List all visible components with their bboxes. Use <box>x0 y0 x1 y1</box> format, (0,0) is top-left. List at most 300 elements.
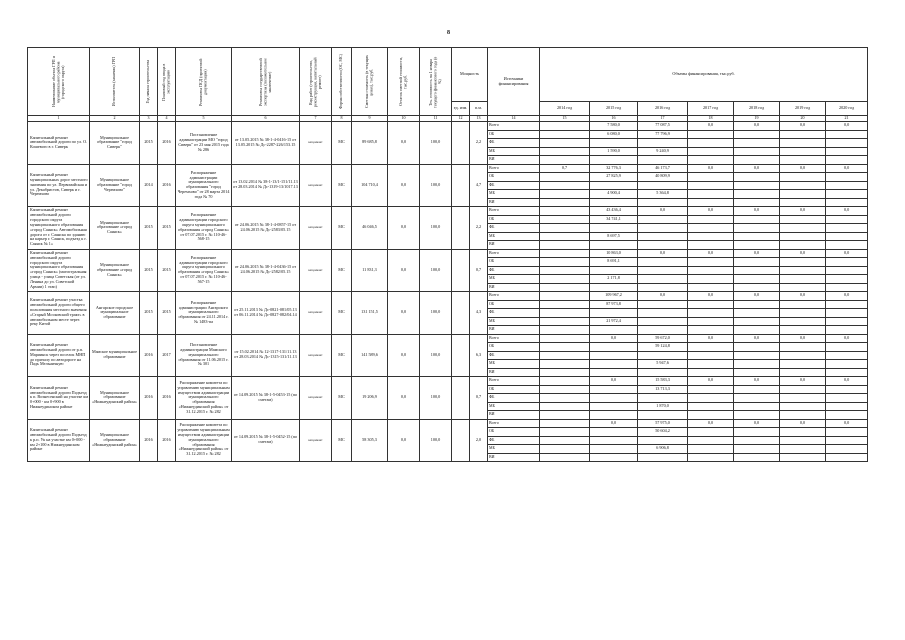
ownership: МС <box>332 419 352 462</box>
estimate-cost: 19 206,9 <box>352 377 388 420</box>
ownership: МС <box>332 377 352 420</box>
funding-value <box>780 445 826 454</box>
funding-value <box>780 283 826 292</box>
funding-value: 0,0 <box>590 334 638 343</box>
power-amount: 4,7 <box>470 164 488 207</box>
funding-value: 2 171,8 <box>590 275 638 284</box>
funding-value <box>590 436 638 445</box>
funding-value <box>688 317 734 326</box>
start-year: 2015 <box>140 249 158 292</box>
expertise-details: от 25.11.2013 № Дс-0821-081/05.13 от 06.11.2014 № Дс-0827-082/04.14 <box>232 292 300 335</box>
funding-value <box>688 181 734 190</box>
psd-details: Постановление администрации Мамского муниципального образования от 11.06.2015 г. № 301 <box>176 334 232 377</box>
funding-value <box>540 147 590 156</box>
header-year: 2019 год <box>780 102 826 116</box>
funding-value: 0,0 <box>638 249 688 258</box>
end-year: 2015 <box>158 207 176 250</box>
work-type: кап.ремонт <box>300 419 332 462</box>
funding-source-label: Всего <box>488 122 540 131</box>
funding-value: 87 973,8 <box>590 300 638 309</box>
funding-value <box>540 224 590 233</box>
table-row <box>28 207 868 216</box>
funding-value: 0,0 <box>688 249 734 258</box>
readiness: 100,0 <box>420 164 452 207</box>
funding-value <box>734 453 780 462</box>
executor: Муниципальное образование «город Саянск» <box>90 249 140 292</box>
funding-value <box>590 181 638 190</box>
funding-value: 1 590,0 <box>590 147 638 156</box>
remaining-cost: 0,0 <box>388 249 420 292</box>
funding-value <box>688 241 734 250</box>
start-year: 2015 <box>140 292 158 335</box>
funding-value: 27 825,9 <box>590 173 638 182</box>
funding-value <box>780 326 826 335</box>
funding-value: 0,0 <box>638 292 688 301</box>
estimate-cost: 89 685,8 <box>352 122 388 165</box>
funding-source-label: ВИ <box>488 283 540 292</box>
expertise-details: от 24.06.2015 № 38-1-4-0436-15 от 24.06.2015 № Дс-2582/05.15 <box>232 249 300 292</box>
funding-source-label: ФБ <box>488 351 540 360</box>
funding-value: 0,0 <box>688 419 734 428</box>
funding-value: 0,0 <box>826 334 868 343</box>
end-year: 2016 <box>158 377 176 420</box>
start-year: 2016 <box>140 377 158 420</box>
column-number: 9 <box>352 116 388 122</box>
funding-source-label: ВИ <box>488 453 540 462</box>
object-name: Капитальный ремонт автомобильной дороги Подъезд к п. Вознесенский на участке км 0+000 - км 0+900 в Нижнеудинском районе <box>28 377 90 420</box>
remaining-cost: 0,0 <box>388 292 420 335</box>
funding-value <box>734 147 780 156</box>
funding-value: 6 906,8 <box>638 445 688 454</box>
funding-value: 43 436,4 <box>590 207 638 216</box>
funding-value <box>826 224 868 233</box>
funding-value <box>540 198 590 207</box>
funding-value: 0,0 <box>688 334 734 343</box>
funding-value <box>826 360 868 369</box>
funding-value <box>826 156 868 165</box>
funding-value <box>826 300 868 309</box>
remaining-cost: 0,0 <box>388 334 420 377</box>
funding-value <box>734 368 780 377</box>
executor: Муниципальное образование «город Саянск» <box>90 207 140 250</box>
funding-value <box>734 411 780 420</box>
header-power: Мощность <box>452 48 488 102</box>
funding-value <box>688 139 734 148</box>
funding-value <box>540 292 590 301</box>
funding-value <box>590 224 638 233</box>
funding-value <box>688 351 734 360</box>
end-year: 2017 <box>158 334 176 377</box>
header-psd: Реквизиты ПСД (проектной документации) <box>176 48 232 116</box>
funding-value <box>734 326 780 335</box>
object-name: Капитальный ремонт автомобильной дороги городского округа муниципального образования «город Саянск» (магистральная улица - улица Советская (от ул. Ленина до ул. Советской Армии) 1 этап) <box>28 249 90 292</box>
power-unit <box>452 164 470 207</box>
funding-value <box>688 198 734 207</box>
funding-value <box>540 122 590 131</box>
funding-value <box>688 173 734 182</box>
column-number: 19 <box>734 116 780 122</box>
object-name: Капитальный ремонт участка автомобильной дороги общего пользования местного значения «Старый Московский тракт» в автомобильном месте через реку Китой <box>28 292 90 335</box>
psd-details: Постановление администрации МО "город Сиверк" от 23 мая 2015 года № 286 <box>176 122 232 165</box>
column-number: 17 <box>638 116 688 122</box>
funding-value <box>540 207 590 216</box>
funding-value: 0,0 <box>826 292 868 301</box>
executor: Мамское муниципальное образование <box>90 334 140 377</box>
table-row <box>28 164 868 173</box>
funding-value <box>540 453 590 462</box>
header-object: Наименование объекта ГРП и муниципального района (городского округа) <box>28 48 90 116</box>
funding-value: 59 124,8 <box>638 343 688 352</box>
funding-value <box>590 360 638 369</box>
funding-value <box>826 317 868 326</box>
funding-source-label: Всего <box>488 377 540 386</box>
funding-value <box>540 309 590 318</box>
funding-source-label: ФБ <box>488 436 540 445</box>
funding-value <box>638 317 688 326</box>
funding-source-label: Всего <box>488 249 540 258</box>
ownership: МС <box>332 249 352 292</box>
funding-source-label: ОБ <box>488 428 540 437</box>
funding-value <box>734 266 780 275</box>
funding-value <box>734 283 780 292</box>
funding-value <box>688 343 734 352</box>
funding-value <box>826 275 868 284</box>
ownership: МС <box>332 334 352 377</box>
funding-value <box>780 173 826 182</box>
funding-value <box>540 249 590 258</box>
funding-value <box>638 275 688 284</box>
funding-value: 77 796,9 <box>638 130 688 139</box>
funding-value <box>688 130 734 139</box>
funding-value <box>780 402 826 411</box>
start-year: 2015 <box>140 207 158 250</box>
header-year: 2016 год <box>638 102 688 116</box>
column-number: 20 <box>780 116 826 122</box>
funding-value <box>826 411 868 420</box>
funding-source-label: Всего <box>488 164 540 173</box>
funding-value <box>780 258 826 267</box>
funding-value: 40 809,9 <box>638 173 688 182</box>
funding-value <box>688 402 734 411</box>
funding-value <box>540 139 590 148</box>
header-end-year: Плановый год ввода в эксплуатацию <box>158 48 176 116</box>
funding-source-label: МБ <box>488 402 540 411</box>
funding-value <box>826 309 868 318</box>
funding-value <box>540 394 590 403</box>
funding-value <box>780 215 826 224</box>
funding-value <box>638 156 688 165</box>
estimate-cost: 58 305,3 <box>352 419 388 462</box>
funding-source-label: МБ <box>488 232 540 241</box>
funding-value <box>688 224 734 233</box>
funding-value <box>688 283 734 292</box>
funding-value: 0,0 <box>734 292 780 301</box>
start-year: 2014 <box>140 164 158 207</box>
funding-value <box>826 215 868 224</box>
funding-value <box>590 402 638 411</box>
readiness: 100,0 <box>420 292 452 335</box>
funding-source-label: ОБ <box>488 215 540 224</box>
funding-value <box>826 181 868 190</box>
funding-value <box>590 309 638 318</box>
psd-details: Распоряжение комитета по управлению муниципальным имуществом администрации муниципального образования «Нижнеудинский район» от 31.12.2015 г. № 282 <box>176 377 232 420</box>
header-power-amount: п.м. <box>470 102 488 116</box>
funding-value <box>540 411 590 420</box>
funding-source-label: МБ <box>488 445 540 454</box>
column-number: 7 <box>300 116 332 122</box>
ownership: МС <box>332 122 352 165</box>
funding-value <box>540 130 590 139</box>
funding-value <box>540 258 590 267</box>
expertise-details: от 15.02.2014 № 12-1317-131/11.13 от 28.03.2014 № Дс-1315-131/11.13 <box>232 334 300 377</box>
expertise-details: от 14.09.2015 № 38-1-5-0452-15 (по сметам) <box>232 419 300 462</box>
funding-value <box>540 300 590 309</box>
funding-value <box>688 275 734 284</box>
funding-source-label: Всего <box>488 207 540 216</box>
funding-value <box>638 300 688 309</box>
table-row <box>28 249 868 258</box>
funding-value <box>826 198 868 207</box>
funding-table <box>27 47 868 462</box>
executor: Муниципальное образование «Нижнеудинский район» <box>90 419 140 462</box>
end-year: 2016 <box>158 122 176 165</box>
work-type: кап.ремонт <box>300 164 332 207</box>
column-number: 10 <box>388 116 420 122</box>
funding-value <box>734 309 780 318</box>
funding-value <box>826 394 868 403</box>
object-name: Капитальный ремонт муниципальных дорог местного значения по ул. Первомайская и ул. Декабристов, Сиверк и г. Черемхово <box>28 164 90 207</box>
funding-value: 15 583,3 <box>638 377 688 386</box>
funding-value <box>540 445 590 454</box>
funding-value <box>590 351 638 360</box>
funding-value: 0,0 <box>688 122 734 131</box>
power-amount: 2,2 <box>470 207 488 250</box>
column-number: 12 <box>452 116 470 122</box>
readiness: 100,0 <box>420 377 452 420</box>
funding-value: 34 741,1 <box>590 215 638 224</box>
header-power-unit: ед. изм. <box>452 102 470 116</box>
power-unit <box>452 292 470 335</box>
funding-value: 6 080,0 <box>590 130 638 139</box>
header-funding: Объемы финансирования, тыс.руб. <box>540 48 868 102</box>
funding-value: 0,0 <box>780 164 826 173</box>
funding-value <box>734 428 780 437</box>
funding-source-label: МБ <box>488 275 540 284</box>
funding-value <box>638 224 688 233</box>
funding-value <box>734 351 780 360</box>
funding-value <box>540 232 590 241</box>
funding-value: 57 975,0 <box>638 419 688 428</box>
funding-value <box>540 385 590 394</box>
funding-value: 9 240,9 <box>638 147 688 156</box>
funding-value: 0,0 <box>780 249 826 258</box>
funding-value <box>540 419 590 428</box>
funding-value <box>688 326 734 335</box>
power-amount: 2,2 <box>470 122 488 165</box>
estimate-cost: 131 151,5 <box>352 292 388 335</box>
funding-value <box>734 241 780 250</box>
table-row <box>28 377 868 386</box>
funding-value: 0,0 <box>826 164 868 173</box>
column-number: 14 <box>488 116 540 122</box>
funding-value: 0,0 <box>734 164 780 173</box>
work-type: кап.ремонт <box>300 377 332 420</box>
ownership: МС <box>332 207 352 250</box>
funding-value <box>688 394 734 403</box>
funding-value <box>826 241 868 250</box>
funding-value <box>780 224 826 233</box>
funding-value: 0,0 <box>780 334 826 343</box>
funding-value <box>780 198 826 207</box>
funding-source-label: ФБ <box>488 181 540 190</box>
funding-source-label: ВИ <box>488 411 540 420</box>
funding-value <box>734 436 780 445</box>
funding-source-label: ВИ <box>488 198 540 207</box>
funding-value <box>638 368 688 377</box>
funding-value <box>688 428 734 437</box>
funding-value <box>540 275 590 284</box>
funding-value: 0,0 <box>780 207 826 216</box>
funding-source-label: ОБ <box>488 258 540 267</box>
power-amount: 6,3 <box>470 334 488 377</box>
funding-value: 0,7 <box>540 164 590 173</box>
funding-source-label: ФБ <box>488 266 540 275</box>
funding-value <box>780 309 826 318</box>
readiness: 100,0 <box>420 334 452 377</box>
funding-value <box>780 368 826 377</box>
header-start-year: Год начала строительства <box>140 48 158 116</box>
funding-value: 46 173,7 <box>638 164 688 173</box>
funding-value <box>780 394 826 403</box>
expertise-details: от 24.06.2015 № 38-1-4-0857-15 от 24.06.2015 № Дс-2583/05.15 <box>232 207 300 250</box>
column-number: 5 <box>176 116 232 122</box>
funding-value <box>540 428 590 437</box>
funding-value: 59 672,0 <box>638 334 688 343</box>
funding-value: 0,0 <box>826 249 868 258</box>
funding-value <box>688 436 734 445</box>
funding-value <box>780 275 826 284</box>
funding-value <box>638 309 688 318</box>
funding-value: 13 713,3 <box>638 385 688 394</box>
executor: Муниципальное образование "город Черемхово" <box>90 164 140 207</box>
funding-value <box>780 130 826 139</box>
funding-value <box>734 224 780 233</box>
funding-value <box>780 300 826 309</box>
funding-value <box>734 215 780 224</box>
funding-value <box>590 326 638 335</box>
power-amount: 0,7 <box>470 377 488 420</box>
work-type: кап.ремонт <box>300 207 332 250</box>
psd-details: Распоряжение администрации Ангарского муниципального образования от 24.11.2014 г. № 1483-па <box>176 292 232 335</box>
funding-value <box>734 360 780 369</box>
readiness: 100,0 <box>420 207 452 250</box>
funding-value <box>780 453 826 462</box>
funding-source-label: ВИ <box>488 156 540 165</box>
object-name: Капитальный ремонт автомобильной дороги от р.п. Мариинск через поселок МНП до причалу по автодороге на Падь Мельничную <box>28 334 90 377</box>
power-unit <box>452 334 470 377</box>
funding-value <box>638 283 688 292</box>
funding-value <box>540 317 590 326</box>
header-ownership: Форма собственности (ОС, МС) <box>332 48 352 116</box>
funding-value <box>688 156 734 165</box>
funding-source-label: МБ <box>488 317 540 326</box>
funding-value <box>734 198 780 207</box>
table-row <box>28 419 868 428</box>
readiness: 100,0 <box>420 249 452 292</box>
funding-source-label: МБ <box>488 147 540 156</box>
funding-value <box>540 156 590 165</box>
funding-value: 5 947,6 <box>638 360 688 369</box>
funding-value <box>688 300 734 309</box>
funding-value <box>734 139 780 148</box>
funding-source-label: ВИ <box>488 326 540 335</box>
start-year: 2015 <box>140 122 158 165</box>
funding-source-label: Всего <box>488 292 540 301</box>
funding-value: 109 967,2 <box>590 292 638 301</box>
funding-value <box>734 343 780 352</box>
funding-value: 0,0 <box>734 377 780 386</box>
funding-value <box>688 258 734 267</box>
object-name: Капитальный ремонт автомобильной дороги по ул. О. Кошевого в г. Сиверк <box>28 122 90 165</box>
funding-value <box>540 266 590 275</box>
funding-value: 0,0 <box>780 122 826 131</box>
funding-source-label: ОБ <box>488 385 540 394</box>
funding-source-label: Всего <box>488 334 540 343</box>
funding-value <box>540 377 590 386</box>
funding-value <box>826 147 868 156</box>
funding-value <box>590 198 638 207</box>
funding-value <box>688 147 734 156</box>
funding-value <box>540 283 590 292</box>
funding-value <box>826 445 868 454</box>
funding-value: 0,0 <box>826 419 868 428</box>
funding-value <box>590 156 638 165</box>
funding-value <box>826 173 868 182</box>
funding-source-label: Всего <box>488 419 540 428</box>
funding-value: 4 900,4 <box>590 190 638 199</box>
funding-source-label: ОБ <box>488 343 540 352</box>
funding-value <box>780 139 826 148</box>
remaining-cost: 0,0 <box>388 419 420 462</box>
funding-value: 50 604,2 <box>638 428 688 437</box>
funding-value <box>780 232 826 241</box>
funding-value <box>734 385 780 394</box>
header-estimate: Сметная стоимость (в текущих ценах), тыс.руб. <box>352 48 388 116</box>
funding-value <box>734 181 780 190</box>
power-unit <box>452 377 470 420</box>
funding-value <box>688 215 734 224</box>
power-amount: 2,0 <box>470 419 488 462</box>
funding-value <box>734 402 780 411</box>
funding-value <box>734 173 780 182</box>
start-year: 2016 <box>140 334 158 377</box>
funding-value <box>540 343 590 352</box>
funding-value <box>780 181 826 190</box>
column-number: 6 <box>232 116 300 122</box>
funding-value <box>780 385 826 394</box>
funding-value <box>688 445 734 454</box>
funding-value: 0,0 <box>688 164 734 173</box>
power-amount: 4,3 <box>470 292 488 335</box>
funding-value <box>826 351 868 360</box>
start-year: 2016 <box>140 419 158 462</box>
funding-value <box>590 343 638 352</box>
power-unit <box>452 419 470 462</box>
funding-value: 10 863,0 <box>590 249 638 258</box>
psd-details: Распоряжение администрации городского округа муниципального образования «город Саянск» от 07.07.2015 г. № 110-46-568-15 <box>176 207 232 250</box>
funding-value: 8 691,1 <box>590 258 638 267</box>
funding-value <box>590 428 638 437</box>
